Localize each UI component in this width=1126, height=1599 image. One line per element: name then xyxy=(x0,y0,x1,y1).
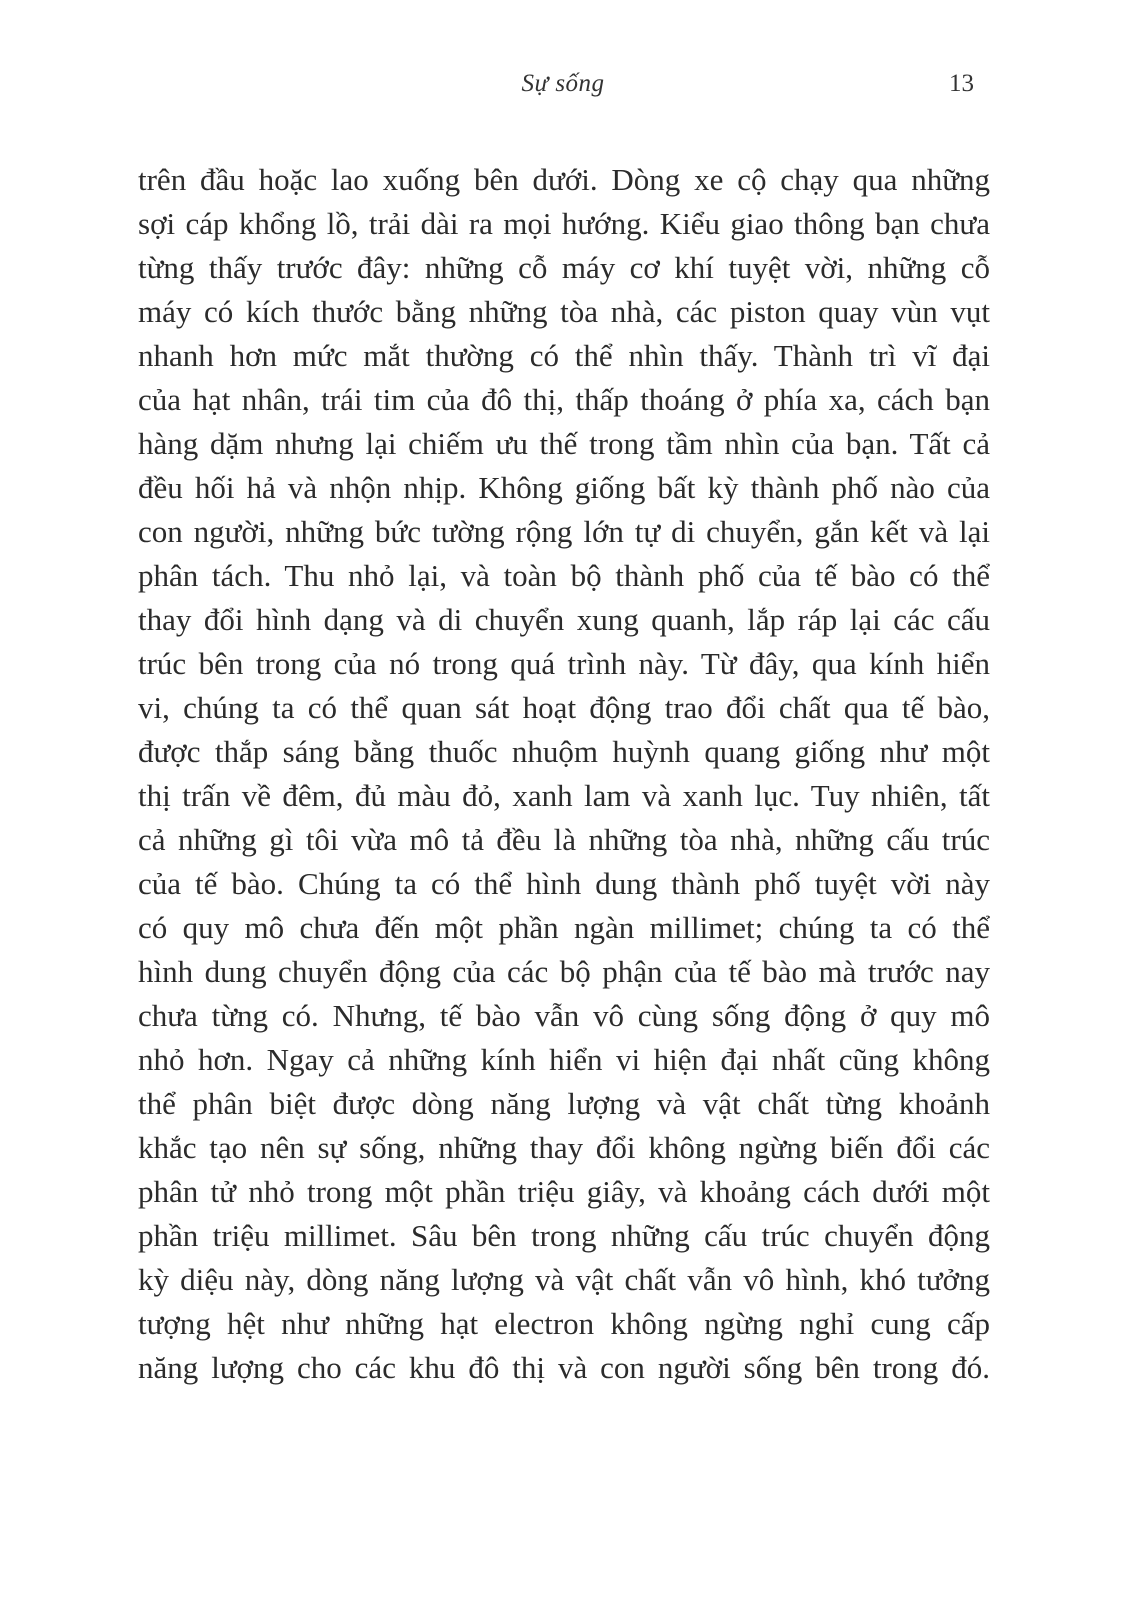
text-line: thể phân biệt được dòng năng lượng và vật chất từng khoảnh xyxy=(138,1086,990,1121)
text-line: từng thấy trước đây: những cỗ máy cơ khí tuyệt vời, những cỗ xyxy=(138,250,990,285)
text-line: nhanh hơn mức mắt thường có thể nhìn thấy. Thành trì vĩ đại xyxy=(138,338,990,373)
body-text xyxy=(138,158,990,1390)
text-line: trên đầu hoặc lao xuống bên dưới. Dòng xe cộ chạy qua những xyxy=(138,162,990,197)
page-number: 13 xyxy=(949,70,974,97)
text-line: trúc bên trong của nó trong quá trình này. Từ đây, qua kính hiển xyxy=(138,646,990,681)
text-line: phần triệu millimet. Sâu bên trong những cấu trúc chuyển động xyxy=(138,1218,990,1253)
text-line: sợi cáp khổng lồ, trải dài ra mọi hướng. Kiểu giao thông bạn chưa xyxy=(138,206,990,241)
text-line: được thắp sáng bằng thuốc nhuộm huỳnh quang giống như một xyxy=(138,734,990,769)
text-line: hàng dặm nhưng lại chiếm ưu thế trong tầm nhìn của bạn. Tất cả xyxy=(138,426,990,461)
text-line: nhỏ hơn. Ngay cả những kính hiển vi hiện đại nhất cũng không xyxy=(138,1042,990,1077)
text-line: tượng hệt như những hạt electron không ngừng nghỉ cung cấp xyxy=(138,1306,990,1341)
text-line: máy có kích thước bằng những tòa nhà, các piston quay vùn vụt xyxy=(138,294,990,329)
text-line: đều hối hả và nhộn nhịp. Không giống bất kỳ thành phố nào của xyxy=(138,470,990,505)
text-line: kỳ diệu này, dòng năng lượng và vật chất vẫn vô hình, khó tưởng xyxy=(138,1262,990,1297)
page-header xyxy=(138,70,988,106)
text-line: phân tách. Thu nhỏ lại, và toàn bộ thành phố của tế bào có thể xyxy=(138,558,990,593)
text-line: vi, chúng ta có thể quan sát hoạt động trao đổi chất qua tế bào, xyxy=(138,690,990,725)
text-line: của tế bào. Chúng ta có thể hình dung thành phố tuyệt vời này xyxy=(138,866,990,901)
text-line: phân tử nhỏ trong một phần triệu giây, và khoảng cách dưới một xyxy=(138,1174,990,1209)
text-line: con người, những bức tường rộng lớn tự di chuyển, gắn kết và lại xyxy=(138,514,990,549)
text-line: của hạt nhân, trái tim của đô thị, thấp thoáng ở phía xa, cách bạn xyxy=(138,382,990,417)
text-line: khắc tạo nên sự sống, những thay đổi không ngừng biến đổi các xyxy=(138,1130,990,1165)
text-line: thị trấn về đêm, đủ màu đỏ, xanh lam và xanh lục. Tuy nhiên, tất xyxy=(138,778,990,813)
text-line: thay đổi hình dạng và di chuyển xung quanh, lắp ráp lại các cấu xyxy=(138,602,990,637)
text-line: có quy mô chưa đến một phần ngàn millimet; chúng ta có thể xyxy=(138,910,990,945)
text-line: năng lượng cho các khu đô thị và con người sống bên trong đó. xyxy=(138,1350,990,1385)
running-title: Sự sống xyxy=(521,70,605,97)
text-line: chưa từng có. Nhưng, tế bào vẫn vô cùng sống động ở quy mô xyxy=(138,998,990,1033)
text-line: cả những gì tôi vừa mô tả đều là những tòa nhà, những cấu trúc xyxy=(138,822,990,857)
text-line: hình dung chuyển động của các bộ phận của tế bào mà trước nay xyxy=(138,954,990,989)
